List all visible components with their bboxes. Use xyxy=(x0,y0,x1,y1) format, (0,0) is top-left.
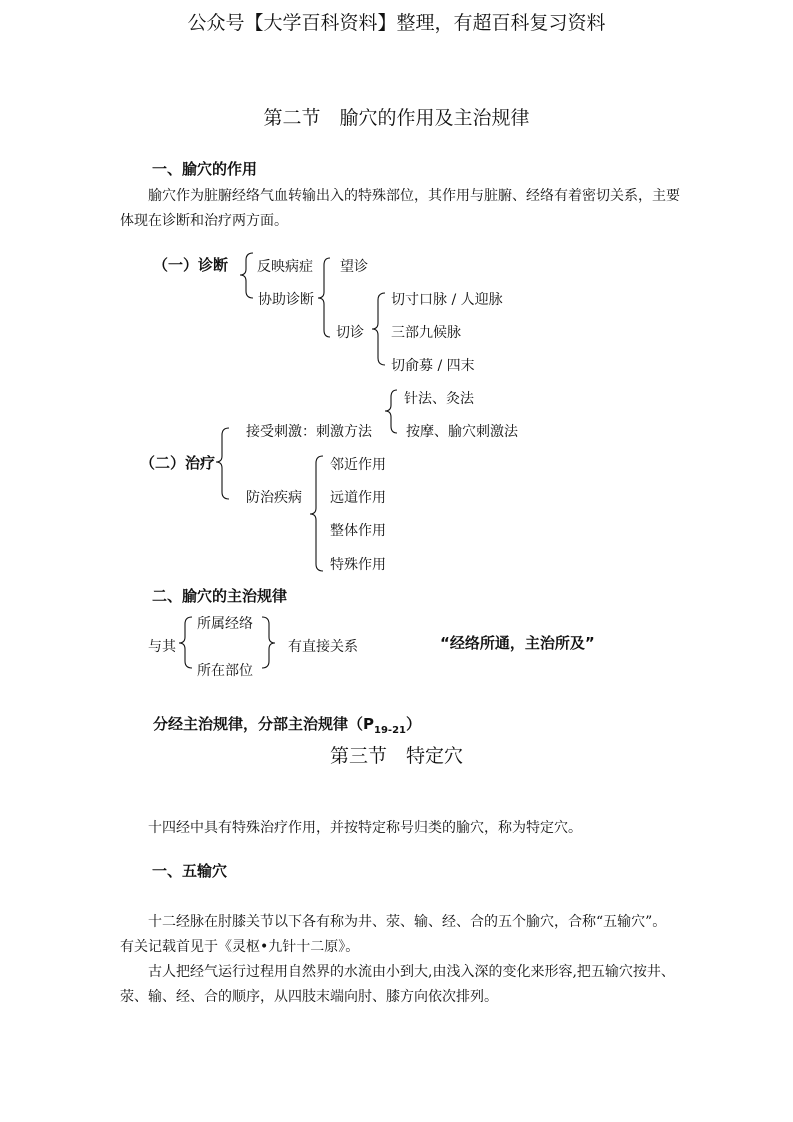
brace-rule-left xyxy=(179,617,192,668)
effect-distal: 远道作用 xyxy=(330,490,386,506)
belonging-meridian: 所属经络 xyxy=(197,616,253,632)
palpation: 切诊 xyxy=(336,325,364,341)
special-points-intro: 十四经中具有特殊治疗作用，并按特定称号归类的腧穴，称为特定穴。 xyxy=(148,820,582,836)
reflect-symptoms: 反映病症 xyxy=(257,259,313,275)
section-title-3: 第三节 特定穴 xyxy=(329,745,463,767)
heading-acupoint-function: 一、腧穴的作用 xyxy=(152,160,258,178)
accept-stimulation: 接受刺激：刺激方法 xyxy=(246,424,372,440)
intro-line-1: 腧穴作为脏腑经络气血转输出入的特殊部位，其作用与脏腑、经络有着密切关系，主要 xyxy=(148,188,680,204)
section-title-2: 第二节 腧穴的作用及主治规律 xyxy=(263,107,530,129)
brace-palpation xyxy=(372,293,385,365)
location-part: 所在部位 xyxy=(197,663,253,679)
five-shu-p1-line2: 有关记载首见于《灵枢•九针十二原》。 xyxy=(120,939,360,955)
assist-diagnosis: 协助诊断 xyxy=(258,292,314,308)
brace-rule-right xyxy=(262,617,275,668)
brace-methods xyxy=(385,390,397,433)
summary-close: ） xyxy=(405,715,421,733)
treatment-label: （二）治疗 xyxy=(140,454,216,472)
five-shu-p1-line1: 十二经脉在肘膝关节以下各有称为井、荥、输、经、合的五个腧穴，合称“五输穴”。 xyxy=(148,914,667,930)
inspection: 望诊 xyxy=(340,259,368,275)
heading-five-shu: 一、五输穴 xyxy=(152,862,228,880)
with-its: 与其 xyxy=(148,639,176,655)
brace-assist xyxy=(318,258,330,337)
heading-indication-rules: 二、腧穴的主治规律 xyxy=(152,587,288,605)
palpation-item-1: 切寸口脉 / 人迎脉 xyxy=(391,292,503,308)
brace-treatment xyxy=(216,428,229,499)
diagnosis-label: （一）诊断 xyxy=(153,256,229,274)
page-range: 19-21 xyxy=(374,725,406,736)
effect-adjacent: 邻近作用 xyxy=(330,457,386,473)
massage-stimulation: 按摩、腧穴刺激法 xyxy=(406,424,518,440)
intro-line-2: 体现在诊断和治疗两方面。 xyxy=(120,213,288,229)
five-shu-p2-line2: 荥、输、经、合的顺序，从四肢末端向肘、膝方向依次排列。 xyxy=(120,989,498,1005)
palpation-item-3: 切俞募 / 四末 xyxy=(391,358,475,374)
effect-special: 特殊作用 xyxy=(330,557,386,573)
effect-overall: 整体作用 xyxy=(330,523,386,539)
page-header: 公众号【大学百科资料】整理，有超百科复习资料 xyxy=(187,12,606,34)
summary-text: 分经主治规律，分部主治规律（P xyxy=(153,715,374,733)
five-shu-p2-line1: 古人把经气运行过程用自然界的水流由小到大,由浅入深的变化来形容,把五输穴按井、 xyxy=(148,964,675,980)
brace-diagnosis xyxy=(240,253,253,298)
acu-moxa: 针法、灸法 xyxy=(404,391,474,407)
prevent-disease: 防治疾病 xyxy=(246,490,302,506)
rule-quote: “经络所通，主治所及” xyxy=(440,634,595,652)
brace-prevent xyxy=(310,456,323,571)
palpation-item-2: 三部九候脉 xyxy=(391,325,461,341)
direct-relation: 有直接关系 xyxy=(288,639,358,655)
